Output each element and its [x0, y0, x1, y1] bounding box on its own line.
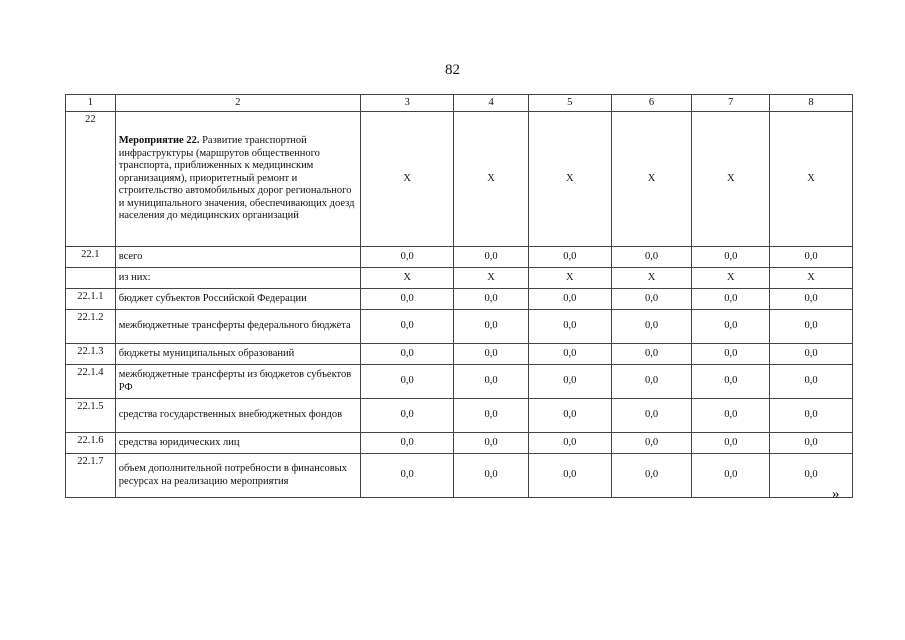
value-cell: 0,0 [611, 365, 692, 399]
value-cell: 0,0 [692, 399, 770, 433]
value-cell: X [692, 268, 770, 289]
value-cell: 0,0 [361, 454, 454, 498]
column-header: 4 [454, 95, 529, 112]
column-header: 6 [611, 95, 692, 112]
value-cell: 0,0 [361, 433, 454, 454]
value-cell: 0,0 [770, 289, 853, 310]
value-cell: 0,0 [770, 433, 853, 454]
value-cell: 0,0 [454, 399, 529, 433]
table-row [66, 365, 853, 399]
row-number: 22.1.4 [66, 365, 116, 399]
value-cell: 0,0 [692, 365, 770, 399]
table-row [66, 433, 853, 454]
value-cell: 0,0 [454, 247, 529, 268]
budget-table [65, 94, 853, 498]
row-number: 22.1.5 [66, 399, 116, 433]
table-row [66, 399, 853, 433]
value-cell: 0,0 [770, 344, 853, 365]
value-cell: 0,0 [611, 289, 692, 310]
value-cell: 0,0 [361, 344, 454, 365]
row-number: 22.1.2 [66, 310, 116, 344]
value-cell: X [611, 268, 692, 289]
value-cell: 0,0 [528, 289, 611, 310]
row-name: бюджеты муниципальных образований [115, 344, 360, 365]
row-name: средства государственных внебюджетных фондов [115, 399, 360, 433]
value-cell: 0,0 [692, 454, 770, 498]
value-cell: 0,0 [692, 310, 770, 344]
value-cell: X [454, 112, 529, 247]
row-name: всего [115, 247, 360, 268]
measure-row [66, 112, 853, 247]
value-cell: 0,0 [611, 433, 692, 454]
row-number: 22 [66, 112, 116, 247]
page-number: 82 [445, 62, 460, 78]
row-number: 22.1 [66, 247, 116, 268]
value-cell: 0,0 [770, 310, 853, 344]
table-row [66, 289, 853, 310]
row-number: 22.1.1 [66, 289, 116, 310]
value-cell: 0,0 [611, 247, 692, 268]
value-cell: 0,0 [528, 365, 611, 399]
value-cell: X [770, 112, 853, 247]
value-cell: 0,0 [692, 344, 770, 365]
row-number [66, 268, 116, 289]
table-row [66, 268, 853, 289]
row-number: 22.1.3 [66, 344, 116, 365]
table-row [66, 454, 853, 498]
value-cell: 0,0 [528, 247, 611, 268]
value-cell: 0,0 [454, 289, 529, 310]
measure-title [115, 112, 360, 247]
value-cell: 0,0 [770, 454, 853, 498]
value-cell: 0,0 [528, 344, 611, 365]
value-cell: 0,0 [528, 399, 611, 433]
row-number: 22.1.6 [66, 433, 116, 454]
row-name: межбюджетные трансферты федерального бюджета [115, 310, 360, 344]
value-cell: 0,0 [454, 344, 529, 365]
row-number: 22.1.7 [66, 454, 116, 498]
column-header: 5 [528, 95, 611, 112]
row-name: средства юридических лиц [115, 433, 360, 454]
value-cell: 0,0 [611, 454, 692, 498]
row-name: из них: [115, 268, 360, 289]
value-cell: 0,0 [611, 399, 692, 433]
value-cell: 0,0 [454, 433, 529, 454]
column-header: 2 [115, 95, 360, 112]
value-cell: 0,0 [692, 289, 770, 310]
value-cell: X [361, 112, 454, 247]
table-row [66, 247, 853, 268]
value-cell: 0,0 [454, 365, 529, 399]
column-header: 8 [770, 95, 853, 112]
value-cell: 0,0 [528, 454, 611, 498]
column-header: 1 [66, 95, 116, 112]
value-cell: 0,0 [770, 247, 853, 268]
value-cell: 0,0 [361, 247, 454, 268]
value-cell: 0,0 [454, 310, 529, 344]
closing-quote: » [832, 486, 840, 502]
value-cell: X [454, 268, 529, 289]
column-header: 3 [361, 95, 454, 112]
value-cell: 0,0 [692, 433, 770, 454]
measure-title-text: Развитие транспортной инфраструктуры (маршрутов общественного транспорта, приближенных к медицинским организациям), приоритетный ремонт и строительство автомобильных дорог регионального и муниципального значения, обеспечивающих доезд населения до медицинских организаций [118, 135, 355, 222]
measure-title-bold: Мероприятие 22. [118, 135, 200, 147]
value-cell: X [611, 112, 692, 247]
value-cell: X [692, 112, 770, 247]
value-cell: 0,0 [454, 454, 529, 498]
value-cell: 0,0 [770, 365, 853, 399]
value-cell: 0,0 [692, 247, 770, 268]
table-row [66, 310, 853, 344]
table-header-row [66, 95, 853, 112]
value-cell: X [361, 268, 454, 289]
row-name: объем дополнительной потребности в финансовых ресурсах на реализацию мероприятия [115, 454, 360, 498]
value-cell: X [770, 268, 853, 289]
column-header: 7 [692, 95, 770, 112]
value-cell: 0,0 [611, 344, 692, 365]
table-row [66, 344, 853, 365]
row-name: межбюджетные трансферты из бюджетов субъектов РФ [115, 365, 360, 399]
value-cell: 0,0 [528, 310, 611, 344]
value-cell: X [528, 268, 611, 289]
value-cell: 0,0 [770, 399, 853, 433]
value-cell: 0,0 [611, 310, 692, 344]
value-cell: 0,0 [361, 365, 454, 399]
row-name: бюджет субъектов Российской Федерации [115, 289, 360, 310]
value-cell: 0,0 [361, 310, 454, 344]
value-cell: 0,0 [528, 433, 611, 454]
value-cell: X [528, 112, 611, 247]
value-cell: 0,0 [361, 289, 454, 310]
value-cell: 0,0 [361, 399, 454, 433]
